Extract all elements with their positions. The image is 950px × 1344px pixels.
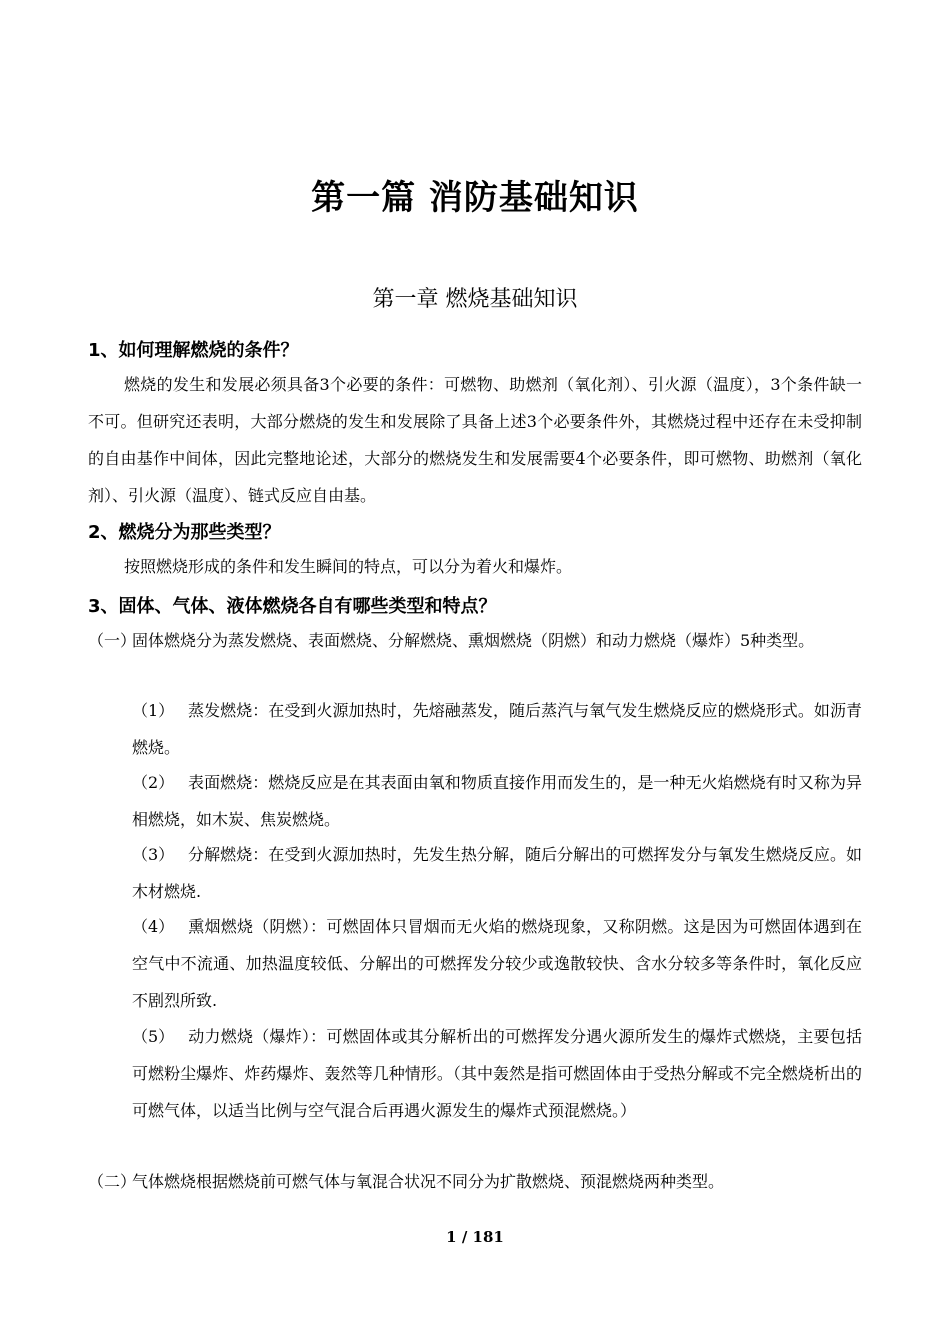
list-item — [132, 1018, 862, 1129]
list-item — [132, 836, 862, 910]
chapter-title: 第一章 燃烧基础知识 — [372, 287, 578, 312]
section-1 — [88, 622, 862, 659]
section-1-text: 固体燃烧分为蒸发燃烧、表面燃烧、分解燃烧、熏烟燃烧（阴燃）和动力燃烧（爆炸）5种类型。 — [132, 631, 815, 650]
list-item-label: （3） — [132, 845, 175, 864]
list-item — [132, 764, 862, 838]
section-2-label: （二） — [88, 1172, 137, 1191]
section-1-label: （一） — [88, 631, 137, 650]
list-item — [132, 908, 862, 1019]
section-2-text: 气体燃烧根据燃烧前可燃气体与氧混合状况不同分为扩散燃烧、预混燃烧两种类型。 — [132, 1172, 725, 1191]
list-item-label: （4） — [132, 917, 175, 936]
list-item-label: （2） — [132, 773, 175, 792]
question-2-answer: 按照燃烧形成的条件和发生瞬间的特点，可以分为着火和爆炸。 — [124, 557, 573, 576]
list-item-text: 动力燃烧（爆炸）：可燃固体或其分解析出的可燃挥发分遇火源所发生的爆炸式燃烧，主要包括可燃粉尘爆炸、炸药爆炸、轰然等几种情形。（其中轰然是指可燃固体由于受热分解或不完全燃烧析出的可燃气体，以适当比例与空气混合后再遇火源发生的爆炸式预混燃烧。） — [132, 1027, 862, 1120]
question-3-heading: 3、固体、气体、液体燃烧各自有哪些类型和特点？ — [88, 596, 497, 617]
list-item-label: （1） — [132, 701, 175, 720]
list-item-text: 表面燃烧：燃烧反应是在其表面由氧和物质直接作用而发生的，是一种无火焰燃烧有时又称为异相燃烧，如木炭、焦炭燃烧。 — [132, 773, 862, 829]
question-2-heading: 2、燃烧分为那些类型？ — [88, 522, 281, 543]
page-number: 1 / 181 — [446, 1228, 504, 1246]
question-1-answer: 燃烧的发生和发展必须具备3个必要的条件：可燃物、助燃剂（氧化剂）、引火源（温度），3个条件缺一不可。但研究还表明，大部分燃烧的发生和发展除了具备上述3个必要条件外，其燃烧过程中还存在未受抑制的自由基作中间体，因此完整地论述，大部分的燃烧发生和发展需要4个必要条件，即可燃物、助燃剂（氧化剂）、引火源（温度）、链式反应自由基。 — [88, 375, 862, 505]
list-item-text: 分解燃烧：在受到火源加热时，先发生热分解，随后分解出的可燃挥发分与氧发生燃烧反应。如木材燃烧. — [132, 845, 862, 901]
part-title: 第一篇 消防基础知识 — [311, 178, 639, 218]
list-item-label: （5） — [132, 1027, 175, 1046]
question-1-heading: 1、如何理解燃烧的条件？ — [88, 340, 299, 361]
list-item-text: 蒸发燃烧：在受到火源加热时，先熔融蒸发，随后蒸汽与氧气发生燃烧反应的燃烧形式。如沥青燃烧。 — [132, 701, 862, 757]
section-2 — [88, 1163, 862, 1200]
list-item-text: 熏烟燃烧（阴燃）：可燃固体只冒烟而无火焰的燃烧现象，又称阴燃。这是因为可燃固体遇到在空气中不流通、加热温度较低、分解出的可燃挥发分较少或逸散较快、含水分较多等条件时，氧化反应不剧烈所致. — [132, 917, 862, 1010]
list-item — [132, 692, 862, 766]
